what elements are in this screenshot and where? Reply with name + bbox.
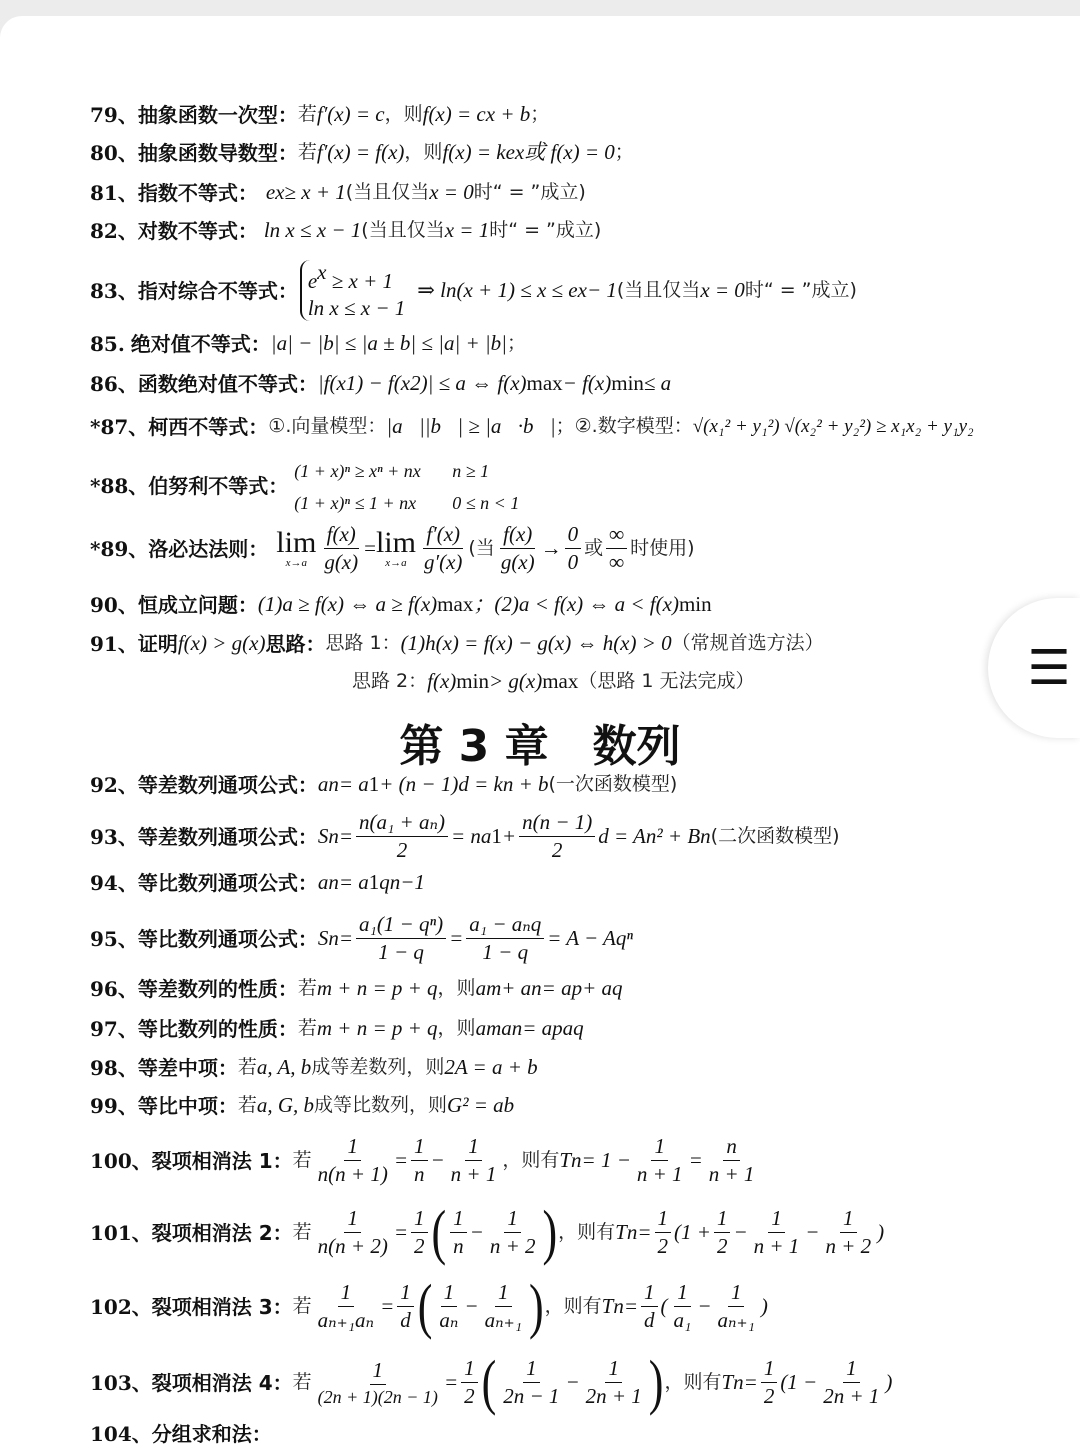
chapter-heading: 第 3 章 数列 bbox=[399, 721, 681, 772]
item-title: 证明 bbox=[137, 631, 178, 656]
item-title: 抽象函数导数型： bbox=[137, 140, 298, 165]
formula-81: 81、 指数不等式： e x ≥ x + 1 (当且仅当 x = 0 时“ = ”成立) bbox=[90, 180, 586, 205]
item-number: 101、 bbox=[90, 1220, 152, 1245]
formula-87: *87、 柯西不等式： ①.向量模型： |a⃗||b⃗| ≥ |a⃗·b⃗| ；②.数字模型： √(x₁² + y₁²) √(x₂² + y₂²) ≥ x₁x₂ + y₁y₂ bbox=[90, 414, 974, 439]
formula-97: 97、 等比数列的性质： 若 m + n = p + q ，则 a m a n = a p a q bbox=[90, 1016, 584, 1041]
item-title: 等比数列通项公式： bbox=[137, 870, 318, 895]
fraction: $\frac{1}{2n - 1}$ bbox=[503, 1356, 560, 1408]
fraction: $\frac{1}{d}$ bbox=[397, 1282, 414, 1331]
item-number: *89、 bbox=[90, 536, 149, 561]
fraction: $\frac{f'(x)}{g'(x)}$ bbox=[423, 522, 463, 574]
item-title: 等比中项： bbox=[137, 1093, 238, 1118]
fraction: $\frac{1}{(2n + 1)(2n - 1)}$ bbox=[317, 1357, 438, 1407]
formula-86: 86、 函数绝对值不等式： |f(x 1 ) − f(x 2 )| ≤ a ⇔ f(x) max − f(x) min ≤ a bbox=[90, 371, 672, 396]
fraction: $\frac{1}{\text{aₙ₊₁}}$ bbox=[484, 1280, 522, 1332]
item-number: 104、 bbox=[90, 1422, 152, 1446]
fraction: $\frac{1}{2}$ bbox=[461, 1358, 478, 1407]
formula-80: 80、 抽象函数导数型： 若 f′(x) = f(x) ，则 f(x) = ke x 或 f(x) = 0 ； bbox=[90, 140, 634, 165]
item-number: 85. bbox=[90, 331, 125, 356]
fraction: $\frac{1}{2n + 1}$ bbox=[823, 1356, 880, 1408]
item-title: 裂项相消法 2： bbox=[151, 1220, 293, 1245]
formula-95: 95、 等比数列通项公式： S n = $\frac{\text{a₁(1 − qⁿ)}}{1 - q}$ = $\frac{\text{a₁ − aₙq}}{1 - q}$ = A − Aqⁿ bbox=[90, 912, 633, 964]
item-number: *88、 bbox=[90, 474, 149, 498]
fraction: $\frac{\infty}{\infty}$ bbox=[606, 524, 627, 573]
formula-91-line2: 思路 2： f(x) min > g(x) max （思路 1 无法完成） bbox=[352, 669, 755, 693]
item-number: 82、 bbox=[90, 218, 138, 243]
item-number: 80、 bbox=[90, 140, 138, 165]
item-title: 裂项相消法 3： bbox=[151, 1294, 293, 1319]
item-title: 洛必达法则： bbox=[148, 536, 269, 561]
equation-system: $e^x \ge x + 1$ ln x ≤ x − 1 bbox=[300, 260, 411, 321]
item-number: 92、 bbox=[90, 772, 138, 797]
item-title: 柯西不等式： bbox=[148, 414, 269, 439]
formula-85: 85. 绝对值不等式： |a| − |b| ≤ |a ± b| ≤ |a| + |b| ； bbox=[90, 331, 526, 356]
formula-94: 94、 等比数列通项公式： a n = a 1 q n−1 bbox=[90, 870, 425, 895]
formula-83: 83、 指对综合不等式： $e^x \ge x + 1$ ln x ≤ x − 1 ⇒ ln(x + 1) ≤ x ≤ e x − 1 (当且仅当 x = 0 时“ = ”成立) bbox=[90, 260, 857, 320]
item-title: 伯努利不等式： bbox=[148, 474, 289, 498]
item-number: 94、 bbox=[90, 870, 138, 895]
item-title: 等差数列的性质： bbox=[137, 976, 298, 1001]
fraction: $\frac{n(n - 1)}{2}$ bbox=[519, 812, 595, 861]
formula-82: 82、 对数不等式： ln x ≤ x − 1 (当且仅当 x = 1 时“ = ”成立) bbox=[90, 218, 602, 243]
fraction: $\frac{1}{2}$ bbox=[761, 1358, 778, 1407]
item-title: 等差数列通项公式： bbox=[137, 824, 318, 849]
formula-91: 91、 证明 f(x) > g(x) 思路： 思路 1： (1)h(x) = f(x) − g(x) ⇔ h(x) > 0 （常规首选方法） bbox=[90, 631, 824, 656]
fraction: $\frac{1}{n(n + 1)}$ bbox=[317, 1134, 388, 1186]
fraction: $\frac{\text{n(a₁ + aₙ)}}{2}$ bbox=[356, 812, 448, 861]
item-title: 等差数列通项公式： bbox=[137, 772, 318, 797]
fraction: $\frac{1}{n + 2}$ bbox=[489, 1206, 536, 1258]
fraction: $\frac{1}{\text{aₙ}}$ bbox=[439, 1280, 459, 1332]
item-title: 等比数列的性质： bbox=[137, 1016, 298, 1041]
formula-96: 96、 等差数列的性质： 若 m + n = p + q ，则 a m + a n = a p + a q bbox=[90, 976, 623, 1001]
formula-103: 103、 裂项相消法 4： 若 $\frac{1}{(2n + 1)(2n - 1)}$ = $\frac{1}{2}$ ( $\frac{1}{2n - 1}$ − $\frac{1}{2n + 1}$ ) ，则有 T n = $\frac{1}{2}$ (1 − $\frac{1}{2n + 1}$ ) bbox=[90, 1347, 893, 1417]
fraction: $\frac{1}{2}$ bbox=[411, 1208, 428, 1257]
item-number: 79、 bbox=[90, 102, 138, 127]
item-title: 指对综合不等式： bbox=[137, 278, 298, 303]
fraction: $\frac{0}{0}$ bbox=[565, 524, 582, 573]
hamburger-menu-icon: ☰ bbox=[1027, 640, 1071, 696]
item-title: 指数不等式： bbox=[137, 180, 258, 205]
fraction: $\frac{1}{n + 2}$ bbox=[825, 1206, 872, 1258]
formula-98: 98、 等差中项： 若 a, A, b 成等差数列，则 2A = a + b bbox=[90, 1055, 538, 1080]
item-title: 裂项相消法 1： bbox=[151, 1148, 293, 1173]
fraction: $\frac{1}{n + 1}$ bbox=[753, 1206, 800, 1258]
item-title: 等差中项： bbox=[137, 1055, 238, 1080]
item-title: 抽象函数一次型： bbox=[137, 102, 298, 127]
fraction: $\frac{1}{2}$ bbox=[655, 1208, 672, 1257]
fraction: $\frac{n}{n + 1}$ bbox=[708, 1134, 755, 1186]
item-number: 103、 bbox=[90, 1370, 152, 1395]
item-title: 等比数列通项公式： bbox=[137, 926, 318, 951]
item-number: 93、 bbox=[90, 824, 138, 849]
fraction: $\frac{1}{n}$ bbox=[450, 1208, 467, 1257]
fraction: $\frac{1}{\text{a₁}}$ bbox=[673, 1280, 692, 1332]
fraction: $\frac{1}{n}$ bbox=[411, 1136, 428, 1185]
formula-102: 102、 裂项相消法 3： 若 $\frac{1}{\text{aₙ₊₁aₙ}}$ = $\frac{1}{d}$ ( $\frac{1}{\text{aₙ}}$ − $\frac{1}{\text{aₙ₊₁}}$ ) ，则有 T n = $\frac{1}{d}$ ( $\frac{1}{\text{a₁}}$ − $\frac{1}{\text{aₙ₊₁}}$ ) bbox=[90, 1271, 768, 1341]
formula-90: 90、 恒成立问题： (1)a ≥ f(x) ⇔ a ≥ f(x) max ；(2)a < f(x) ⇔ a < f(x) min bbox=[90, 592, 712, 617]
item-number: 90、 bbox=[90, 592, 138, 617]
inequality-stack: (1 + x)ⁿ ≥ xⁿ + nx n ≥ 1 (1 + x)ⁿ ≤ 1 + nx 0 ≤ n < 1 bbox=[294, 461, 520, 513]
item-number: 98、 bbox=[90, 1055, 138, 1080]
item-number: *87、 bbox=[90, 414, 149, 439]
item-title: 裂项相消法 4： bbox=[151, 1370, 293, 1395]
item-number: 96、 bbox=[90, 976, 138, 1001]
fraction: $\frac{\text{a₁ − aₙq}}{1 - q}$ bbox=[466, 914, 544, 963]
document-page bbox=[0, 16, 1080, 1455]
formula-100: 100、 裂项相消法 1： 若 $\frac{1}{n(n + 1)}$ = $\frac{1}{n}$ − $\frac{1}{n + 1}$ ，则有 T n = 1 − $\frac{1}{n + 1}$ = $\frac{n}{n + 1}$ bbox=[90, 1136, 1060, 1185]
fraction: $\frac{1}{2n + 1}$ bbox=[585, 1356, 642, 1408]
formula-104 bbox=[90, 1424, 1060, 1444]
fraction: $\frac{f(x)}{g(x)}$ bbox=[500, 522, 535, 574]
fraction: $\frac{1}{n + 1}$ bbox=[450, 1134, 497, 1186]
item-number: 86、 bbox=[90, 371, 138, 396]
fraction: $\frac{1}{d}$ bbox=[641, 1282, 658, 1331]
item-number: 81、 bbox=[90, 180, 138, 205]
formula-101: 101、 裂项相消法 2： 若 $\frac{1}{n(n + 2)}$ = $\frac{1}{2}$ ( $\frac{1}{n}$ − $\frac{1}{n + 2}$ ) ，则有 T n = $\frac{1}{2}$ (1 + $\frac{1}{2}$ − $\frac{1}{n + 1}$ − $\frac{1}{n + 2}$ ) bbox=[90, 1197, 885, 1267]
item-number: 100、 bbox=[90, 1148, 152, 1173]
formula-93: 93、 等差数列通项公式： S n = $\frac{\text{n(a₁ + aₙ)}}{2}$ = na 1 + $\frac{n(n - 1)}{2}$ d = An² + Bn (二次函数模型) bbox=[90, 810, 840, 862]
item-title: 对数不等式： bbox=[137, 218, 258, 243]
item-title: 绝对值不等式： bbox=[130, 331, 271, 356]
formula-99: 99、 等比中项： 若 a, G, b 成等比数列，则 G² = ab bbox=[90, 1093, 515, 1118]
formula-88 bbox=[90, 460, 1060, 512]
fraction: $\frac{1}{n(n + 2)}$ bbox=[317, 1206, 388, 1258]
item-title: 函数绝对值不等式： bbox=[137, 371, 318, 396]
item-number: 95、 bbox=[90, 926, 138, 951]
fraction: $\frac{f(x)}{g(x)}$ bbox=[324, 522, 359, 574]
formula-79: 79、 抽象函数一次型： 若 f′(x) = c ，则 f(x) = cx + b ； bbox=[90, 102, 550, 127]
item-number: 91、 bbox=[90, 631, 138, 656]
item-number: 99、 bbox=[90, 1093, 138, 1118]
item-number: 102、 bbox=[90, 1294, 152, 1319]
fraction: $\frac{1}{\text{aₙ₊₁aₙ}}$ bbox=[317, 1280, 375, 1332]
item-title: 分组求和法： bbox=[151, 1422, 272, 1446]
fraction: $\frac{\text{a₁(1 − qⁿ)}}{1 - q}$ bbox=[356, 914, 446, 963]
item-number: 97、 bbox=[90, 1016, 138, 1041]
formula-92: 92、 等差数列通项公式： a n = a 1 + (n − 1)d = kn + b (一次函数模型) bbox=[90, 772, 678, 797]
fraction: $\frac{1}{2}$ bbox=[714, 1208, 731, 1257]
fraction: $\frac{1}{n + 1}$ bbox=[636, 1134, 683, 1186]
item-number: 83、 bbox=[90, 278, 138, 303]
item-title: 恒成立问题： bbox=[137, 592, 258, 617]
fraction: $\frac{1}{\text{aₙ₊₁}}$ bbox=[717, 1280, 755, 1332]
formula-89: *89、 洛必达法则： lim x→a $\frac{f(x)}{g(x)}$ = lim x→a $\frac{f'(x)}{g'(x)}$ (当 $\frac{f(x)}{g(x)}$ → $\frac{0}{0}$ 或 $\frac{\infty}{\infty}$ 时使用) bbox=[90, 522, 695, 574]
